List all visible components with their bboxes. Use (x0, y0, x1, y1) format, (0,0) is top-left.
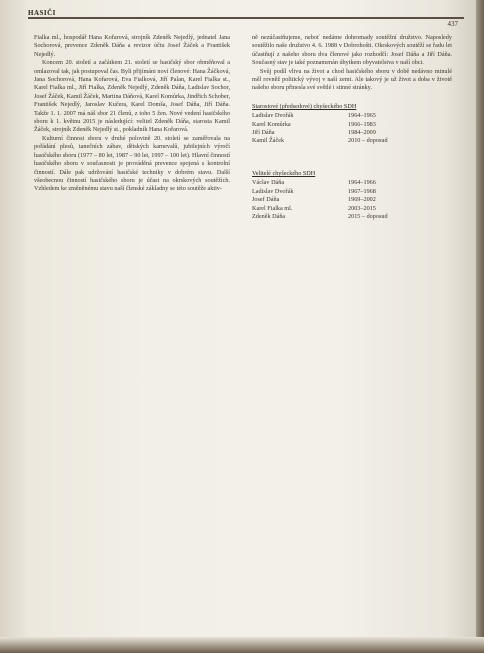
starostove-section (252, 103, 452, 146)
right-column (252, 34, 452, 221)
velitele-section (252, 170, 452, 221)
left-paragraph-1: Fialka ml., hospodář Hana Kořarová, strojník Zdeněk Nejedlý, jednatel Jana Sochorová, prevence Zdeněk Dáňa a revizor účtu Josef Žáček a František Nejedlý. (34, 34, 230, 58)
starosta-name: Kamil Žáček (252, 137, 285, 145)
starosta-name: Ladislav Dvořák (252, 112, 294, 120)
velitel-name: Karel Fialka ml. (252, 204, 293, 212)
velitel-years: 2015 – doposud (348, 212, 388, 220)
left-paragraph-3: Kulturní činnost sboru v druhé polovině 20. století se zaměřovala na pořádání plesů, tanečních zábav, dětských karnevalů, jubilejních výročí hasičského sboru (1977 – 80 let, 1987 – 90 let, 1997 – 100 let). Hlavní činností hasičského sboru v současnosti je prováděná prevence spojená s kontrolní činností. Dále pak udržování hasičské techniky v dobrém stavu. Další všeobecnou činností hasičského sboru je účast na okrskových soutěžích. Vzhledem ke změněnému stavu naší členské základny se této soutěže aktiv- (34, 134, 230, 193)
running-head: HASIČI (28, 9, 56, 17)
velitel-row (252, 205, 452, 213)
header-rule (28, 17, 464, 27)
velitel-name: Zdeněk Dáňa (252, 212, 286, 220)
starosta-years: 1984–2009 (348, 129, 376, 137)
starosta-row (252, 112, 452, 120)
velitel-row (252, 179, 452, 187)
page-edge-right (476, 0, 484, 653)
velitel-row (252, 213, 452, 221)
starosta-row (252, 137, 452, 145)
starosta-years: 2010 – doposud (348, 137, 388, 145)
velitele-title: Velitelé chyšeckého SDH (252, 169, 316, 177)
velitel-row (252, 188, 452, 196)
velitel-row (252, 196, 452, 204)
velitel-name: Josef Dáňa (252, 196, 280, 204)
velitel-years: 1964–1966 (348, 179, 376, 187)
page-edge-bottom (0, 637, 484, 653)
starosta-name: Karel Komůrka (252, 120, 291, 128)
velitel-years: 1969–2002 (348, 196, 376, 204)
left-column (34, 34, 230, 194)
velitel-name: Ladislav Dvořák (252, 187, 294, 195)
left-paragraph-2: Koncem 20. století a začátkem 21. století se hasičský sbor obměňoval a omlazoval tak, jak postupoval čas. Byli přijímáni noví členové: Hana Žáčková, Jana Sochorová, Hana Kořarová, Eva Fialková, Jiří Palan, Karel Fialka st., Karel Fialka ml., Jiří Fialka, Zdeněk Nejedlý, Zdeněk Dáňa, Ladislav Sochor, Josef Žáček, Kamil Žáček, Martina Dáňová, Karel Komůrka, Jindřich Schober, František Nejedlý, Jaroslav Kučera, Karel Domša, Josef Dáňa, Jiří Dáňa. Takže 1. 1. 2007 má náš sbor 21 členů, z toho 5 žen. Nové vedení hasičského sboru k 1. květnu 2015 je následující: velitel Zdeněk Dáňa, starosta Kamil Žáček, strojník Zdeněk Nejedlý st., pokladník Hana Kořarová. (34, 59, 230, 134)
starosta-years: 1964–1965 (348, 112, 376, 120)
starosta-row (252, 121, 452, 129)
section-spacer (252, 146, 452, 160)
starosta-years: 1966–1983 (348, 120, 376, 128)
velitel-name: Václav Dáňa (252, 179, 285, 187)
velitel-years: 2003–2015 (348, 204, 376, 212)
starostove-title: Starostové (předsedové) chyšeckého SDH (252, 102, 357, 110)
page-number: 437 (447, 20, 458, 28)
velitel-years: 1967–1968 (348, 187, 376, 195)
starosta-name: Jiří Dáňa (252, 129, 275, 137)
right-paragraph-2: Svůj podíl vlivu na život a chod hasičského sboru v době nedávno minulé měl rovněž politický vývoj v naší zemi. Ale takový je už život a doba v životě našeho sboru přinesla své světlé i stinné stránky. (252, 67, 452, 92)
right-paragraph-1: ně nezúčastňujeme, neboť nedáme dohromady soutěžní družstvo. Naposledy soutěžilo naše družstvo 4. 6. 1988 v Dobrohošti. Okrskových soutěží se řadu let účastňují z našeho sboru dva členové jako rozhodčí: Josef Dáňa a Jiří Dáňa. Současný stav je také poznamenán úbytkem obyvatelstva v naší obci. (252, 34, 452, 67)
